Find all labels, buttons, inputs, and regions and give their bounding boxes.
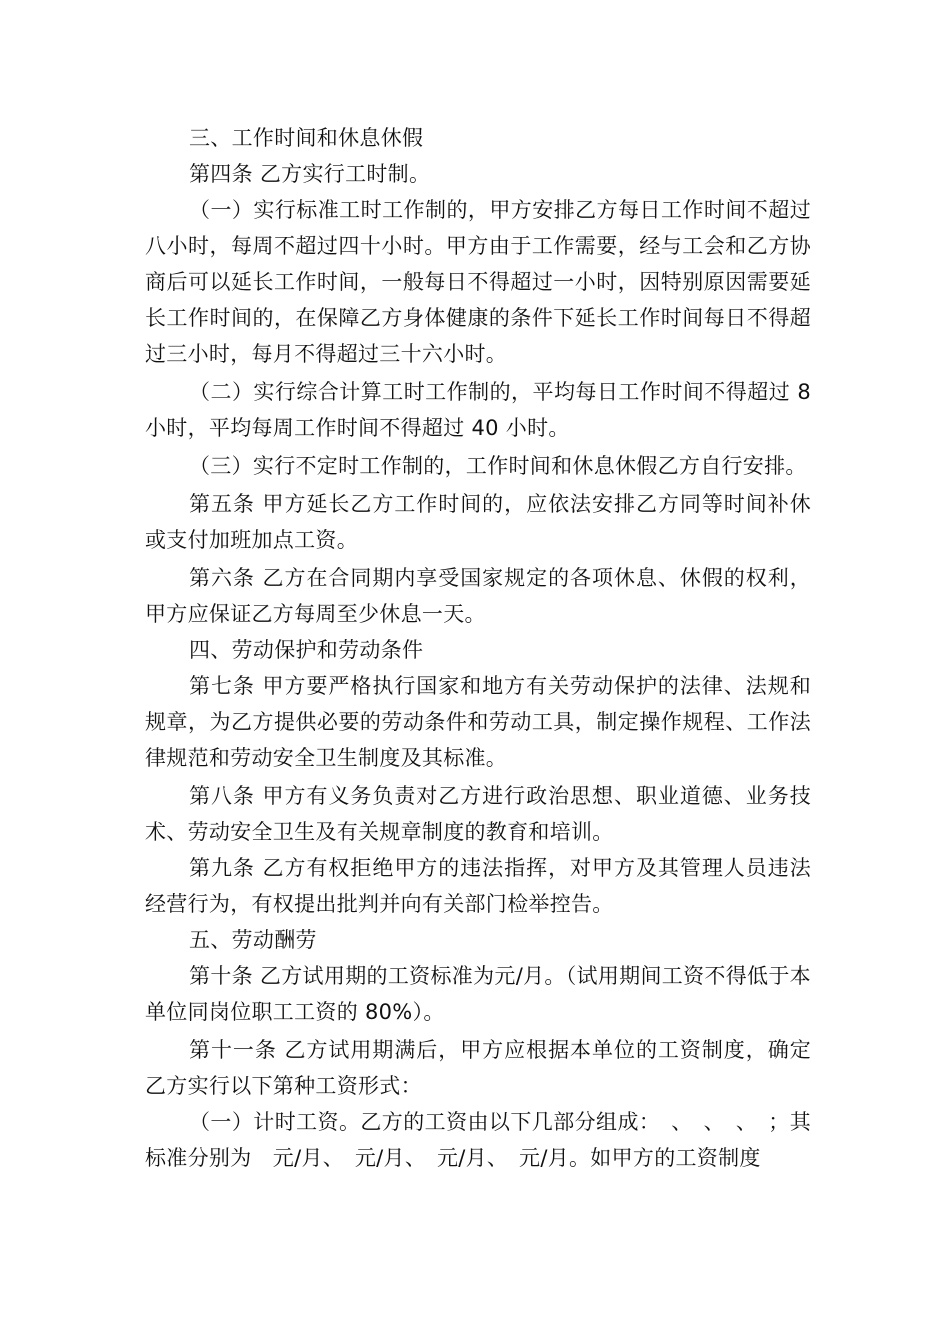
article-8: 第八条 甲方有义务负责对乙方进行政治思想、职业道德、业务技术、劳动安全卫生及有关规章制度的教育和培训。: [145, 784, 811, 844]
article-5: 第五条 甲方延长乙方工作时间的，应依法安排乙方同等时间补休或支付加班加点工资。: [145, 492, 811, 552]
article-4-clause-2: （二）实行综合计算工时工作制的，平均每日工作时间不得超过 8 小时，平均每周工作时间不得超过 40 小时。: [145, 380, 811, 440]
article-4: 第四条 乙方实行工时制。: [189, 162, 431, 186]
section-heading-3: 三、工作时间和休息休假: [189, 126, 424, 150]
article-9: 第九条 乙方有权拒绝甲方的违法指挥，对甲方及其管理人员违法经营行为，有权提出批判并向有关部门检举控告。: [145, 856, 811, 916]
article-4-clause-1: （一）实行标准工时工作制的，甲方安排乙方每日工作时间不超过八小时，每周不超过四十小时。甲方由于工作需要，经与工会和乙方协商后可以延长工作时间，一般每日不得超过一小时，因特别原因需要延长工作时间的，在保障乙方身体健康的条件下延长工作时间每日不得超过三小时，每月不得超过三十六小时。: [145, 198, 811, 366]
section-heading-4: 四、劳动保护和劳动条件: [189, 638, 424, 662]
document-body: [145, 120, 811, 1176]
section-heading-5: 五、劳动酬劳: [189, 928, 317, 952]
article-11: 第十一条 乙方试用期满后，甲方应根据本单位的工资制度，确定乙方实行以下第种工资形式：: [145, 1038, 811, 1098]
article-10: 第十条 乙方试用期的工资标准为元/月。（试用期间工资不得低于本单位同岗位职工工资的 80%）。: [145, 964, 811, 1024]
article-7: 第七条 甲方要严格执行国家和地方有关劳动保护的法律、法规和规章，为乙方提供必要的劳动条件和劳动工具，制定操作规程、工作法律规范和劳动安全卫生制度及其标准。: [145, 674, 811, 770]
article-4-clause-3: （三）实行不定时工作制的，工作时间和休息休假乙方自行安排。: [189, 454, 807, 478]
article-11-clause-1: （一）计时工资。乙方的工资由以下几部分组成： 、 、 、 ；其标准分别为 元/月、 元/月、 元/月、 元/月。如甲方的工资制度: [145, 1110, 811, 1170]
article-6: 第六条 乙方在合同期内享受国家规定的各项休息、休假的权利，甲方应保证乙方每周至少休息一天。: [145, 566, 811, 626]
